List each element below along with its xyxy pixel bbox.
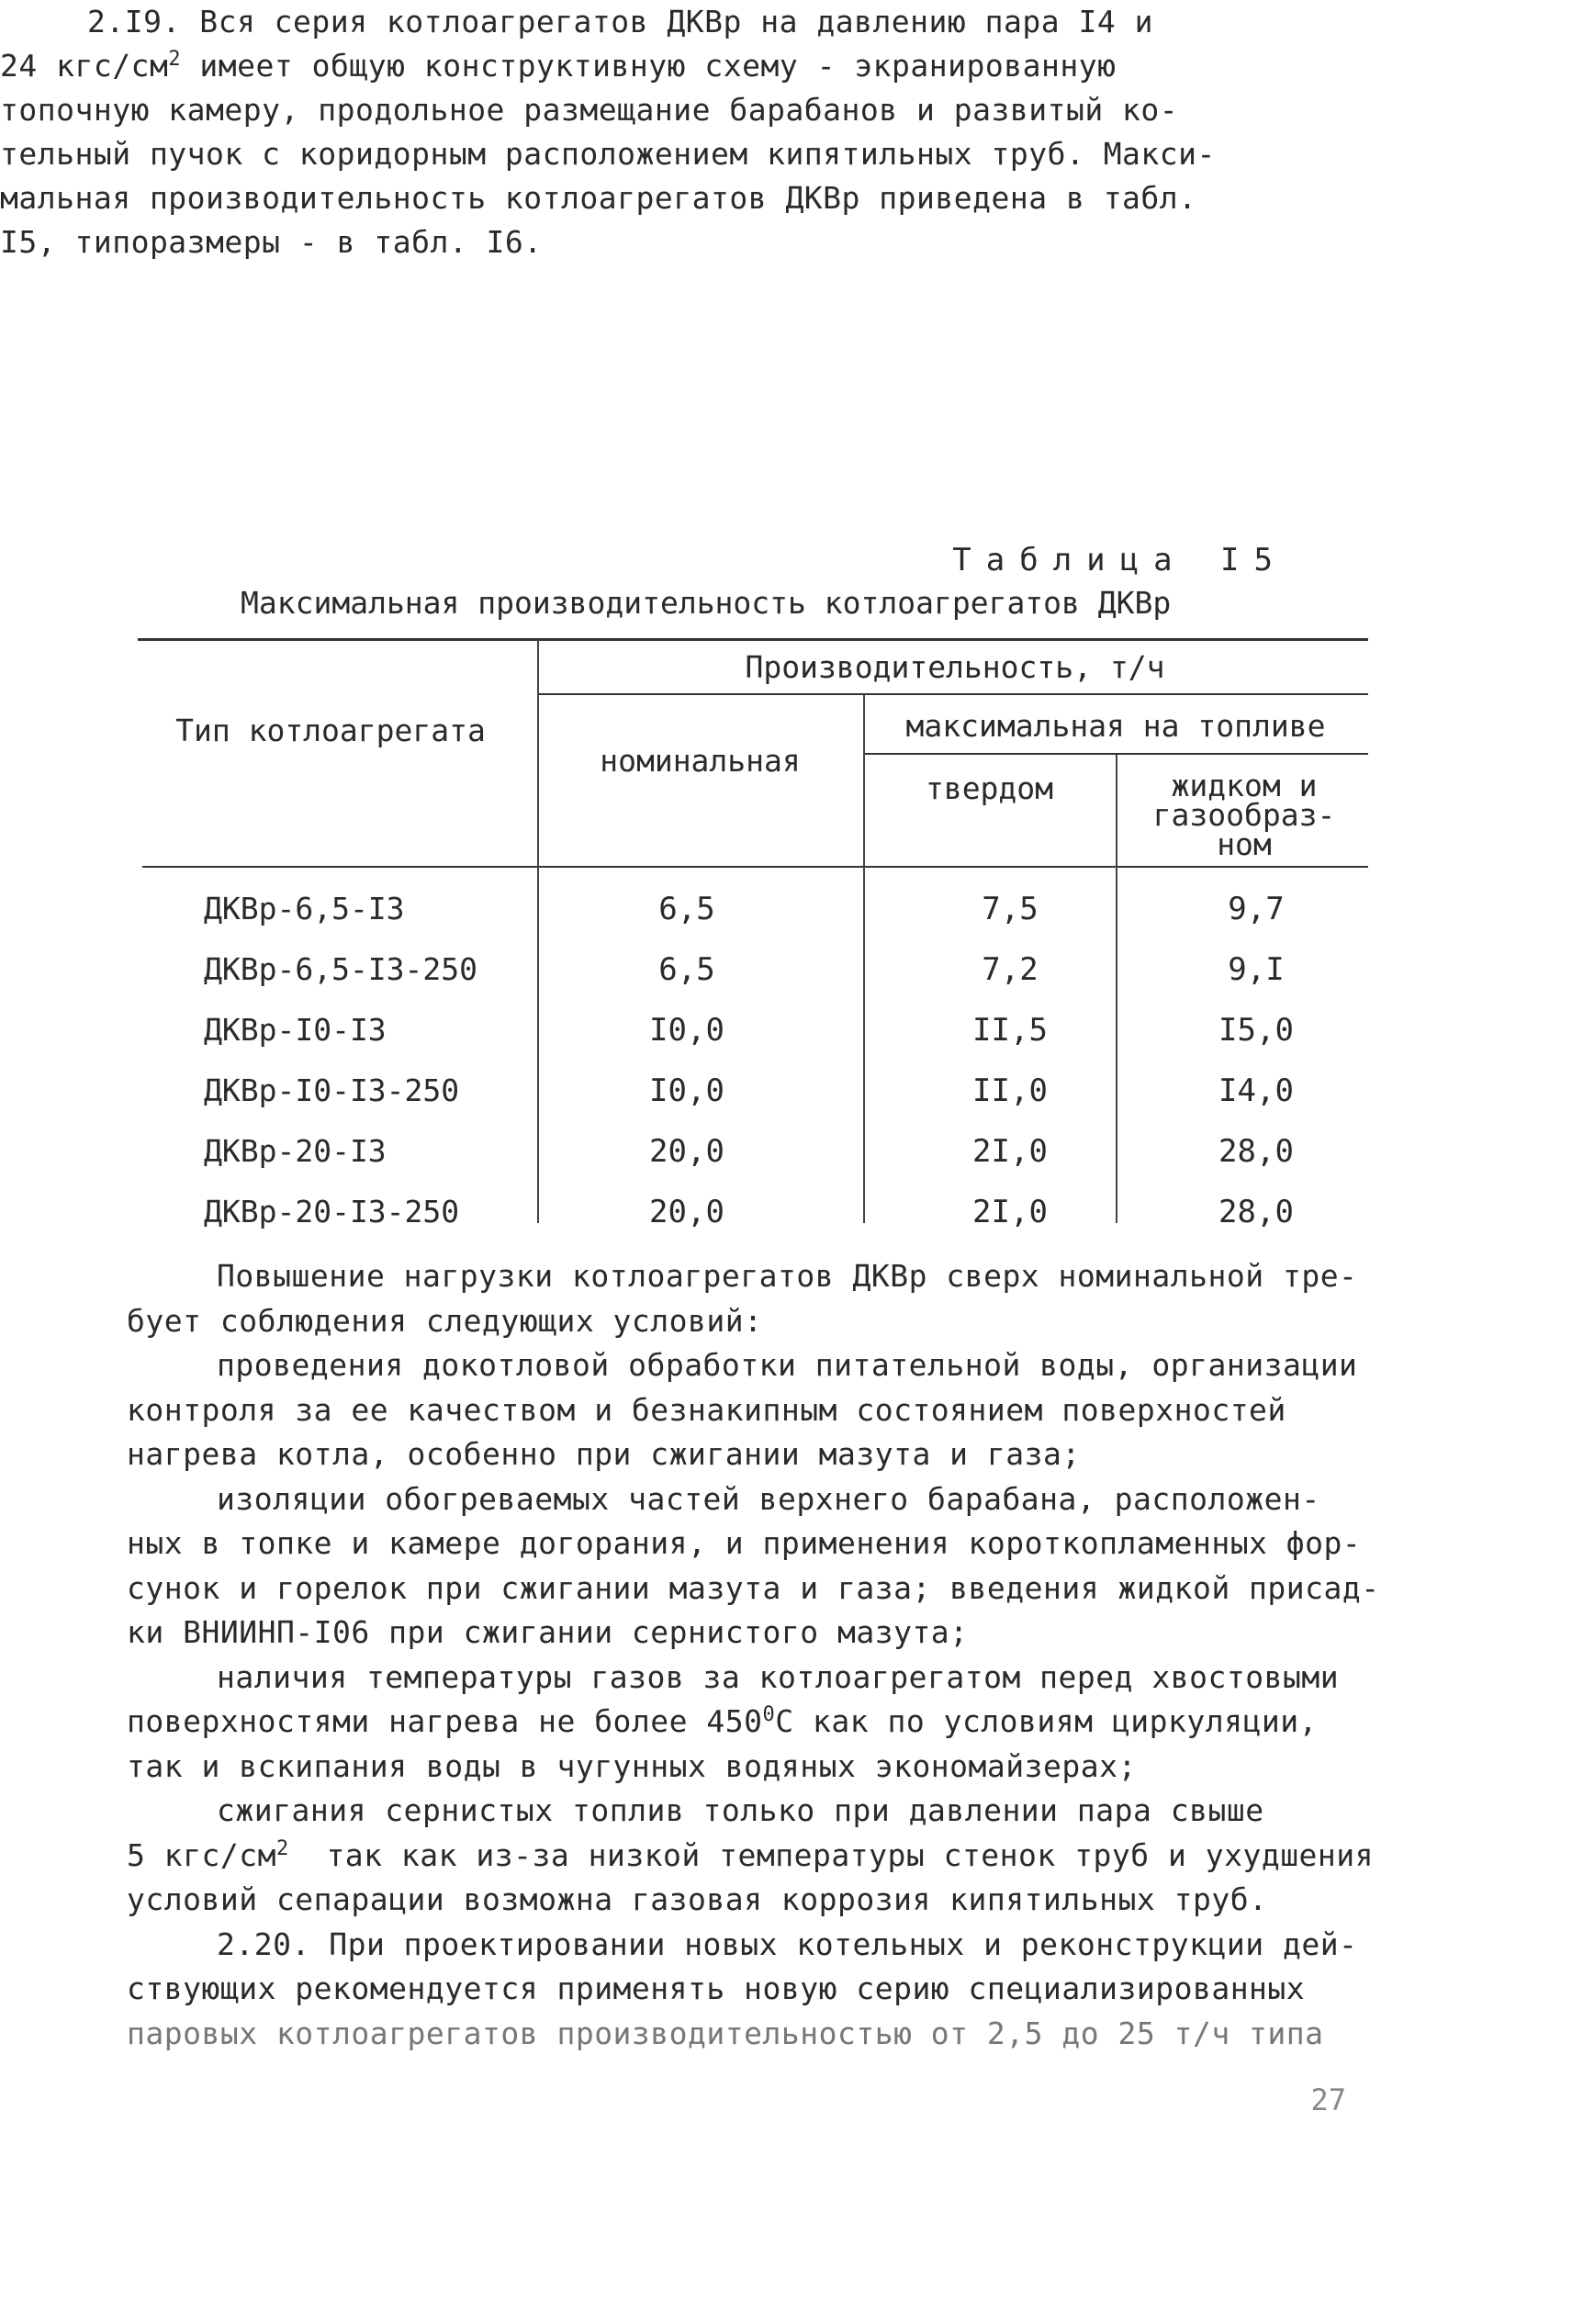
text-line: поверхностями нагрева не более $450^0С$ как по условиям циркуляции, <box>127 1703 1318 1739</box>
body-text <box>127 1254 1412 2056</box>
row-nominal: 20,0 <box>649 1133 724 1170</box>
row-solid: 2I,0 <box>972 1194 1048 1230</box>
row-nominal: I0,0 <box>649 1072 724 1109</box>
row-solid: 7,5 <box>982 891 1039 927</box>
row-type: ДКВр-I0-I3-250 <box>204 1072 460 1108</box>
row-nominal: 20,0 <box>649 1194 724 1230</box>
text-line: сжигания сернистых топлив только при давлении пара свыше <box>217 1792 1264 1828</box>
row-liquid: I4,0 <box>1218 1072 1294 1109</box>
text-line: 24 кгс/$см^2$ имеет общую конструктивную схему - экранированную <box>0 48 1117 84</box>
text-line: 5 кгс/$см^2$ так как из-за низкой температуры стенок труб и ухудшения <box>127 1836 1375 1873</box>
row-type: ДКВр-20-I3-250 <box>204 1194 460 1229</box>
header-rule-1 <box>537 693 1368 695</box>
row-nominal: I0,0 <box>649 1012 724 1049</box>
text-line: сунок и горелок при сжигании мазута и газа; введения жидкой присад- <box>127 1569 1380 1606</box>
row-solid: 7,2 <box>982 951 1039 988</box>
row-liquid: 28,0 <box>1218 1194 1294 1230</box>
row-nominal: 6,5 <box>658 951 715 988</box>
text-line: наличия температуры газов за котлоагрегатом перед хвостовыми <box>217 1658 1340 1695</box>
row-nominal: 6,5 <box>658 891 715 927</box>
row-liquid: 28,0 <box>1218 1133 1294 1170</box>
text-line: так и вскипания воды в чугунных водяных экономайзерах; <box>127 1747 1137 1784</box>
row-type: ДКВр-20-I3 <box>204 1133 387 1169</box>
text-line: топочную камеру, продольное размещание барабанов и развитый ко- <box>0 92 1179 128</box>
row-type: ДКВр-I0-I3 <box>204 1012 387 1048</box>
table-caption: Максимальная производительность котлоагрегатов ДКВр <box>241 585 1172 621</box>
header-nominal: номинальная <box>600 743 801 779</box>
text-line: проведения докотловой обработки питательной воды, организации <box>217 1347 1358 1383</box>
header-type: Тип котлоагрегата <box>175 713 486 748</box>
text-line: 2.I9. Вся серия котлоагрегатов ДКВр на давлению пара I4 и <box>87 4 1153 39</box>
header-capacity: Производительность, т/ч <box>745 649 1165 685</box>
text-line: изоляции обогреваемых частей верхнего барабана, расположен- <box>217 1480 1320 1517</box>
row-solid: II,0 <box>972 1072 1048 1109</box>
text-line: ных в топке и камере догорания, и применения короткопламенных фор- <box>127 1525 1362 1561</box>
text-line: мальная производительность котлоагрегатов ДКВр приведена в табл. <box>0 180 1197 216</box>
row-liquid: 9,7 <box>1228 891 1285 927</box>
page-number: 27 <box>1310 2083 1346 2117</box>
col-divider-1 <box>537 640 539 1223</box>
row-type: ДКВр-6,5-I3 <box>204 891 405 926</box>
text-line: контроля за ее качеством и безнакипным состоянием поверхностей <box>127 1391 1286 1428</box>
text-line: ки ВНИИНП-I06 при сжигании сернистого мазута; <box>127 1614 969 1650</box>
text-line: 2.20. При проектировании новых котельных и реконструкции дей- <box>217 1925 1358 1962</box>
text-line: I5, типоразмеры - в табл. I6. <box>0 224 543 260</box>
text-line: бует соблюдения следующих условий: <box>127 1302 763 1339</box>
table-top-rule <box>138 638 1368 641</box>
text-line: тельный пучок с коридорным расположением кипятильных труб. Макси- <box>0 136 1216 172</box>
row-solid: II,5 <box>972 1012 1048 1049</box>
header-max-fuel: максимальная на топливе <box>905 708 1326 744</box>
row-solid: 2I,0 <box>972 1133 1048 1170</box>
row-type: ДКВр-6,5-I3-250 <box>204 951 478 987</box>
text-line: паровых котлоагрегатов производительностью от 2,5 до 25 т/ч типа <box>127 2015 1324 2051</box>
row-liquid: I5,0 <box>1218 1012 1294 1049</box>
table-number: Таблица I5 <box>952 542 1287 578</box>
header-liquid-gas: жидком и газообраз- ном <box>1152 768 1336 862</box>
text-line: нагрева котла, особенно при сжигании мазута и газа; <box>127 1436 1081 1472</box>
row-liquid: 9,I <box>1228 951 1285 988</box>
paragraph-2-19 <box>0 0 1216 264</box>
col-divider-2 <box>863 695 865 1223</box>
header-bottom-rule <box>142 866 1368 868</box>
text-line: условий сепарации возможна газовая коррозия кипятильных труб. <box>127 1881 1268 1917</box>
text-line: ствующих рекомендуется применять новую серию специализированных <box>127 1970 1306 2006</box>
header-solid: твердом <box>925 770 1054 806</box>
col-divider-3 <box>1116 755 1117 1223</box>
text-line: Повышение нагрузки котлоагрегатов ДКВр сверх номинальной тре- <box>217 1258 1358 1294</box>
